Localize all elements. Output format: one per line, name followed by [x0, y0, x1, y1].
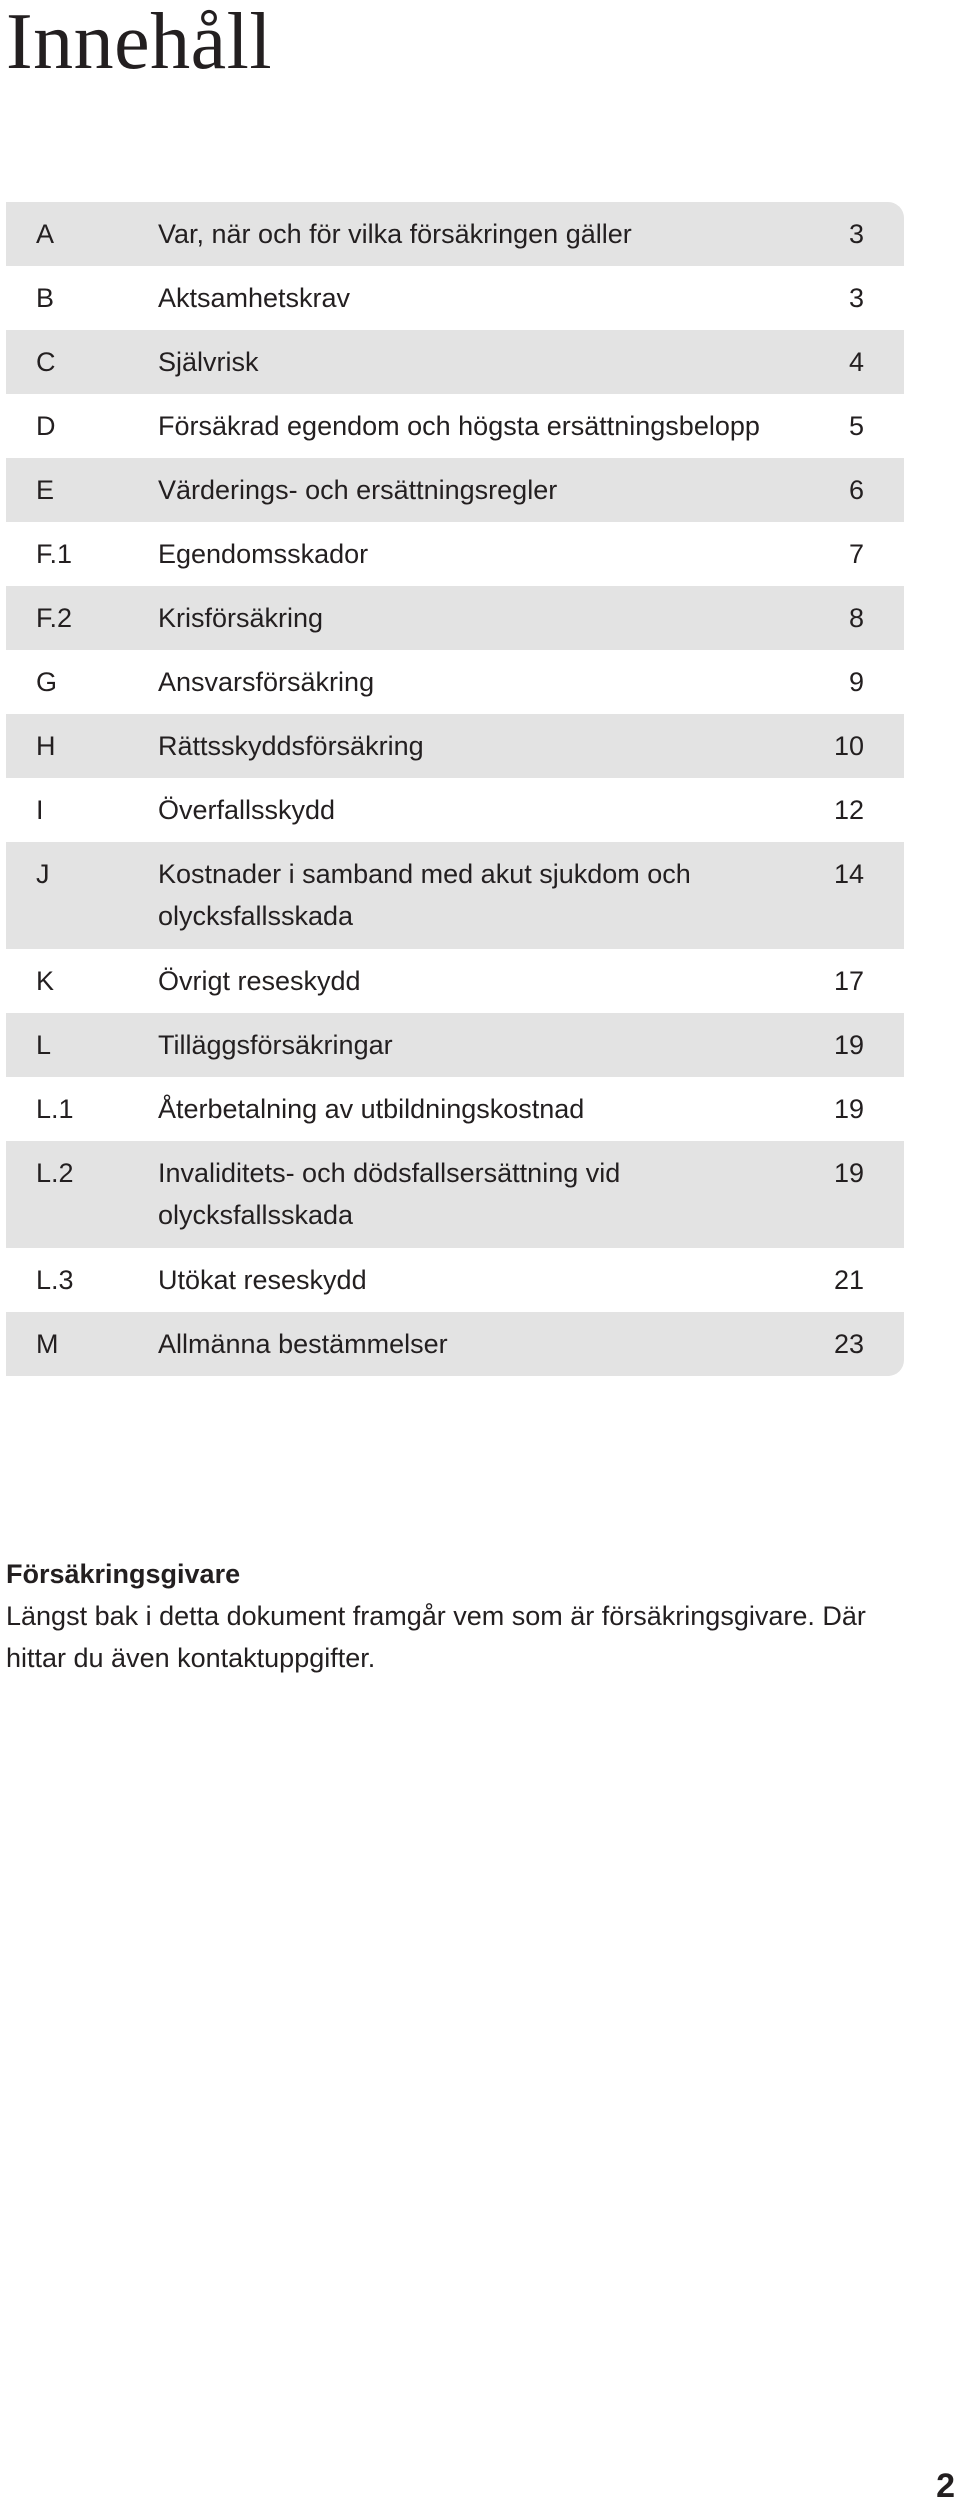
toc-row [6, 394, 904, 458]
toc-page-number: 5 [848, 411, 864, 441]
toc-page-number: 17 [833, 966, 864, 996]
toc-section-code: L.3 [36, 1265, 74, 1295]
toc-row [6, 949, 904, 1013]
toc-page-number: 9 [848, 667, 864, 697]
toc-page-number: 14 [833, 859, 864, 889]
toc-section-code: G [36, 667, 58, 697]
toc-section-code: I [36, 795, 44, 825]
toc-section-title: Försäkrad egendom och högsta ersättningsbelopp [158, 411, 760, 441]
toc-section-code: M [36, 1329, 59, 1359]
toc-section-title: Återbetalning av utbildningskostnad [158, 1094, 585, 1124]
toc-row [6, 714, 904, 778]
toc-row [6, 1248, 904, 1312]
toc-section-code: C [36, 347, 56, 377]
toc-page-number: 3 [848, 283, 864, 313]
toc-section-title: Invaliditets- och dödsfallsersättning vid olycksfallsskada [158, 1158, 621, 1230]
toc-section-title: Tilläggsförsäkringar [158, 1030, 393, 1060]
toc-section-code: E [36, 475, 55, 505]
toc-section-code: J [36, 859, 50, 889]
toc-section-code: H [36, 731, 56, 761]
toc-section-title: Aktsamhetskrav [158, 283, 351, 313]
toc-section-title: Självrisk [158, 347, 259, 377]
table-of-contents [6, 202, 904, 1376]
toc-row [6, 842, 904, 949]
toc-section-title: Krisförsäkring [158, 603, 324, 633]
toc-row [6, 458, 904, 522]
toc-section-code: L.1 [36, 1094, 74, 1124]
toc-section-title: Värderings- och ersättningsregler [158, 475, 558, 505]
insurer-heading: Försäkringsgivare [6, 1559, 241, 1589]
toc-page-number: 8 [848, 603, 864, 633]
toc-row [6, 586, 904, 650]
toc-row [6, 330, 904, 394]
toc-row [6, 1013, 904, 1077]
toc-section-title: Var, när och för vilka försäkringen gäller [158, 219, 632, 249]
toc-page-number: 6 [848, 475, 864, 505]
toc-row [6, 266, 904, 330]
toc-row [6, 1077, 904, 1141]
toc-section-title: Utökat reseskydd [158, 1265, 367, 1295]
toc-page-number: 3 [848, 219, 864, 249]
toc-row [6, 778, 904, 842]
toc-row [6, 202, 904, 266]
toc-page-number: 21 [833, 1265, 864, 1295]
toc-page-number: 19 [833, 1158, 864, 1188]
page-title: Innehåll [6, 0, 273, 86]
toc-section-title: Överfallsskydd [158, 795, 336, 825]
toc-page-number: 10 [833, 731, 864, 761]
page-number: 2 [936, 2467, 955, 2505]
toc-page-number: 19 [833, 1030, 864, 1060]
toc-section-title: Rättsskyddsförsäkring [158, 731, 424, 761]
toc-section-title: Kostnader i samband med akut sjukdom och olycksfallsskada [158, 859, 691, 931]
toc-row [6, 1141, 904, 1248]
toc-section-code: A [36, 219, 55, 249]
toc-section-title: Ansvarsförsäkring [158, 667, 375, 697]
toc-section-title: Allmänna bestämmelser [158, 1329, 448, 1359]
toc-section-code: K [36, 966, 55, 996]
toc-section-title: Egendomsskador [158, 539, 369, 569]
toc-section-code: F.2 [36, 603, 73, 633]
toc-section-code: B [36, 283, 55, 313]
insurer-text: Längst bak i detta dokument framgår vem som är försäkringsgivare. Där hittar du även kontaktuppgifter. [6, 1601, 866, 1673]
toc-section-title: Övrigt reseskydd [158, 966, 361, 996]
insurer-section [6, 1553, 906, 1679]
toc-row [6, 650, 904, 714]
toc-page-number: 23 [833, 1329, 864, 1359]
toc-section-code: F.1 [36, 539, 73, 569]
toc-section-code: D [36, 411, 56, 441]
toc-page-number: 19 [833, 1094, 864, 1124]
toc-page-number: 7 [848, 539, 864, 569]
toc-section-code: L [36, 1030, 52, 1060]
toc-row [6, 1312, 904, 1376]
toc-page-number: 4 [848, 347, 864, 377]
toc-page-number: 12 [833, 795, 864, 825]
toc-section-code: L.2 [36, 1158, 74, 1188]
toc-row [6, 522, 904, 586]
